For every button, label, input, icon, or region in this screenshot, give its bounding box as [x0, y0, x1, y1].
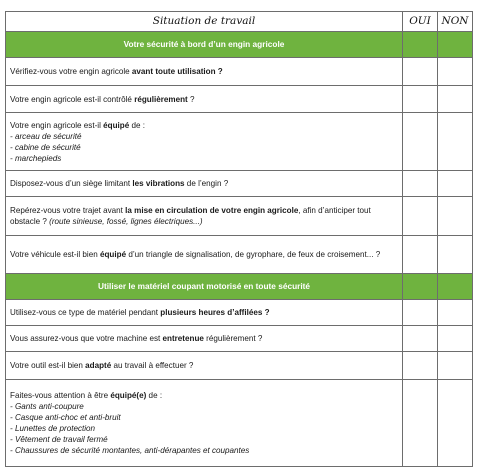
question-row [6, 326, 473, 352]
question-row [6, 86, 473, 113]
oui-checkbox[interactable] [403, 113, 438, 171]
question-row [6, 197, 473, 236]
question-text: Votre engin agricole est-il contrôlé régulièrement ? [6, 86, 403, 113]
oui-checkbox[interactable] [403, 300, 438, 326]
question-row [6, 352, 473, 380]
non-checkbox[interactable] [438, 236, 473, 274]
question-row [6, 58, 473, 86]
question-text: Repérez-vous votre trajet avant la mise en circulation de votre engin agricole, afin d’anticiper tout obstacle ? (route sinieuse, fossé, lignes électriques...) [6, 197, 403, 236]
question-row [6, 300, 473, 326]
question-text: Vérifiez-vous votre engin agricole avant toute utilisation ? [6, 58, 403, 86]
header-row [6, 12, 473, 32]
section-header [6, 32, 473, 58]
question-text: Votre véhicule est-il bien équipé d’un triangle de signalisation, de gyrophare, de feux de croisement... ? [6, 236, 403, 274]
section-fill [403, 274, 438, 300]
list-item: - cabine de sécurité [10, 142, 81, 152]
list-item: - Gants anti-coupure [10, 402, 84, 411]
non-checkbox[interactable] [438, 326, 473, 352]
oui-checkbox[interactable] [403, 58, 438, 86]
question-row [6, 236, 473, 274]
header-situation: Situation de travail [6, 12, 403, 32]
oui-checkbox[interactable] [403, 326, 438, 352]
non-checkbox[interactable] [438, 171, 473, 197]
section-fill [403, 32, 438, 58]
list-item: - Casque anti-choc et anti-bruit [10, 413, 121, 422]
list-item: - Lunettes de protection [10, 424, 96, 433]
non-checkbox[interactable] [438, 380, 473, 467]
list-item: - arceau de sécurité [10, 131, 82, 141]
non-checkbox[interactable] [438, 300, 473, 326]
question-text: Votre outil est-il bien adapté au travail à effectuer ? [6, 352, 403, 380]
oui-checkbox[interactable] [403, 380, 438, 467]
section-fill [438, 32, 473, 58]
non-checkbox[interactable] [438, 352, 473, 380]
checklist [5, 11, 472, 467]
non-checkbox[interactable] [438, 197, 473, 236]
non-checkbox[interactable] [438, 58, 473, 86]
question-text: Disposez-vous d’un siège limitant les vibrations de l’engin ? [6, 171, 403, 197]
header-non: NON [438, 12, 473, 32]
oui-checkbox[interactable] [403, 236, 438, 274]
question-text: Votre engin agricole est-il équipé de : - arceau de sécurité - cabine de sécurité - marchepieds [6, 113, 403, 171]
question-row [6, 113, 473, 171]
section-title: Utiliser le matériel coupant motorisé en toute sécurité [6, 274, 403, 300]
oui-checkbox[interactable] [403, 171, 438, 197]
header-oui: OUI [403, 12, 438, 32]
question-text: Faites-vous attention à être équipé(e) de : - Gants anti-coupure - Casque anti-choc et anti-bruit - Lunettes de protection - Vêtement de travail fermé - Chaussures de sécurité montantes, anti-dérapantes et coupantes [6, 380, 403, 467]
question-row [6, 380, 473, 467]
oui-checkbox[interactable] [403, 86, 438, 113]
list-item: - marchepieds [10, 153, 62, 163]
question-text: Utilisez-vous ce type de matériel pendant plusieurs heures d’affilées ? [6, 300, 403, 326]
section-header [6, 274, 473, 300]
checklist-table [5, 11, 473, 467]
non-checkbox[interactable] [438, 113, 473, 171]
section-fill [438, 274, 473, 300]
section-title: Votre sécurité à bord d’un engin agricole [6, 32, 403, 58]
question-row [6, 171, 473, 197]
list-item: - Chaussures de sécurité montantes, anti-dérapantes et coupantes [10, 446, 250, 455]
oui-checkbox[interactable] [403, 352, 438, 380]
non-checkbox[interactable] [438, 86, 473, 113]
question-text: Vous assurez-vous que votre machine est entretenue régulièrement ? [6, 326, 403, 352]
list-item: - Vêtement de travail fermé [10, 435, 108, 444]
oui-checkbox[interactable] [403, 197, 438, 236]
